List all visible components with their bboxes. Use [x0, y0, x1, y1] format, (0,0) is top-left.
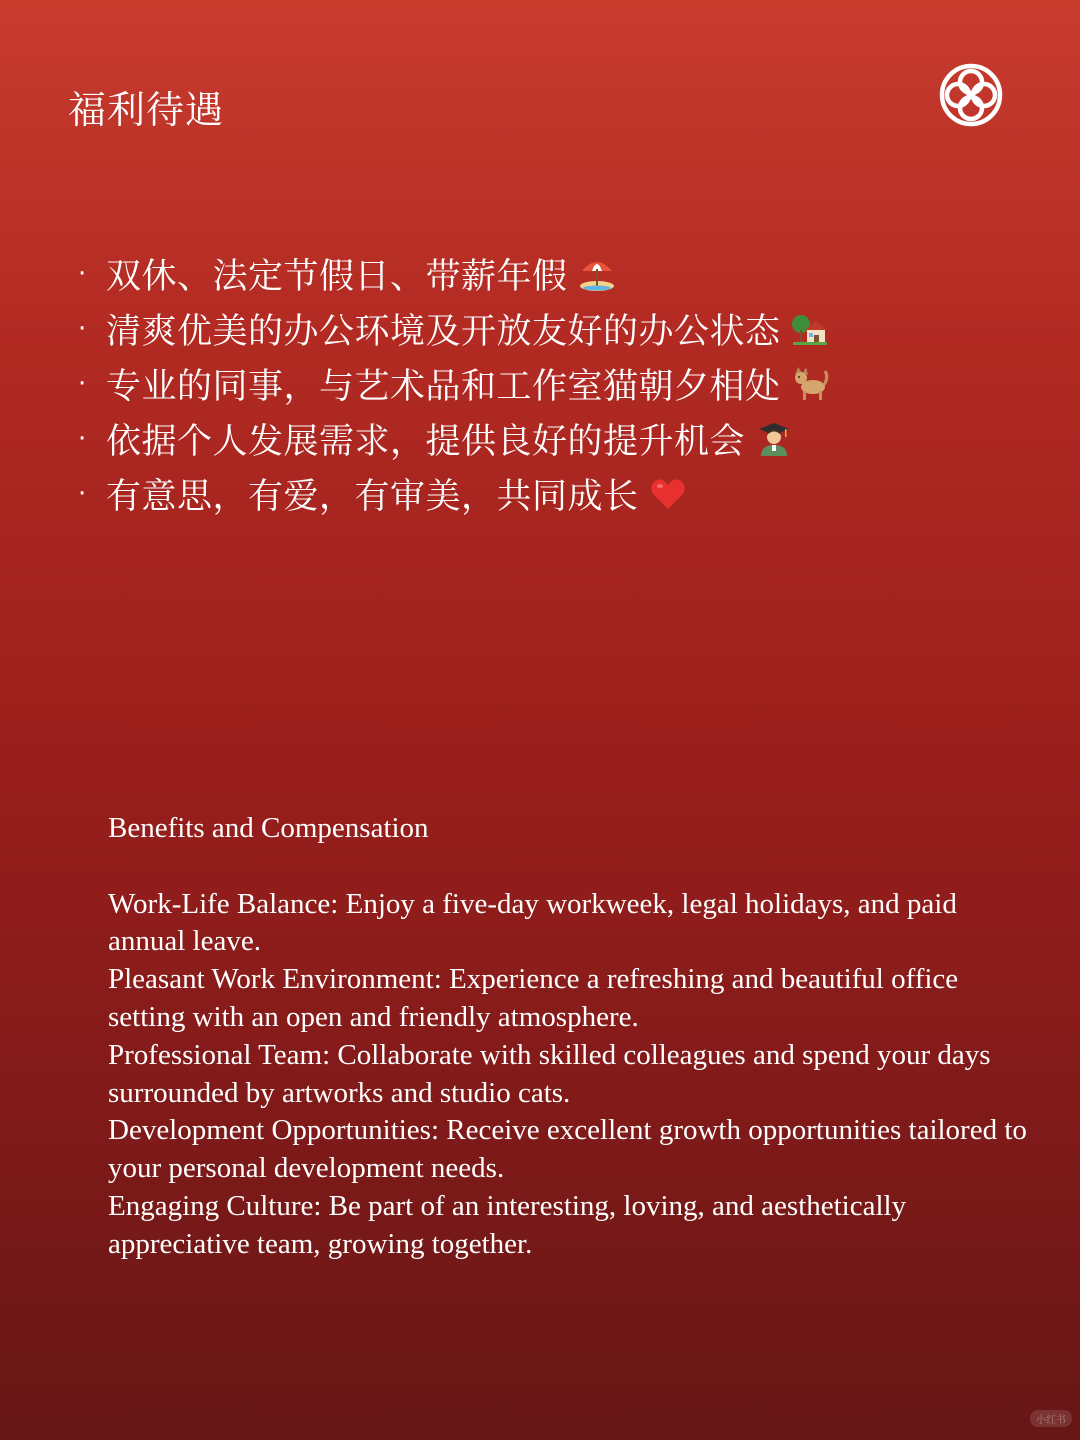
- page-title: 福利待遇: [68, 88, 225, 132]
- english-benefits-section: [108, 810, 1028, 1264]
- bullet: ·: [78, 423, 87, 454]
- bullet: ·: [78, 478, 87, 509]
- bullet: ·: [78, 313, 87, 344]
- cat-icon: [791, 365, 829, 403]
- benefit-paragraph: Development Opportunities: Receive excellent growth opportunities tailored to your personal development needs.: [108, 1114, 1027, 1185]
- list-item: [78, 356, 829, 411]
- list-item: [78, 246, 829, 301]
- benefit-text: 清爽优美的办公环境及开放友好的办公状态: [106, 311, 781, 352]
- benefit-text: 依据个人发展需求，提供良好的提升机会: [106, 421, 746, 462]
- benefit-paragraph: Pleasant Work Environment: Experience a refreshing and beautiful office setting with an open and friendly atmosphere.: [108, 963, 959, 1033]
- benefit-text: 双休、法定节假日、带薪年假: [106, 256, 568, 297]
- benefit-paragraph: Professional Team: Collaborate with skilled colleagues and spend your days surrounded by artworks and studio cats.: [108, 1038, 991, 1109]
- bullet: ·: [78, 368, 87, 399]
- red-heart-icon: [649, 475, 687, 513]
- list-item: [78, 301, 829, 356]
- benefit-paragraph: Engaging Culture: Be part of an interesting, loving, and aesthetically appreciative team, growing together.: [108, 1189, 907, 1260]
- student-icon: [755, 420, 793, 458]
- interlocking-knot-icon: [938, 62, 1004, 128]
- watermark: 小红书: [1030, 1410, 1072, 1427]
- beach-umbrella-icon: [578, 255, 616, 293]
- benefit-text: 有意思，有爱，有审美，共同成长: [106, 476, 639, 517]
- house-with-garden-icon: [791, 310, 829, 348]
- section-heading: Benefits and Compensation: [108, 812, 429, 844]
- benefit-text: 专业的同事，与艺术品和工作室猫朝夕相处: [106, 366, 781, 407]
- benefit-paragraph: Work-Life Balance: Enjoy a five-day workweek, legal holidays, and paid annual leave.: [108, 887, 957, 958]
- chinese-benefits-list: [78, 246, 829, 521]
- list-item: [78, 411, 829, 466]
- bullet: ·: [78, 258, 87, 289]
- list-item: [78, 466, 829, 521]
